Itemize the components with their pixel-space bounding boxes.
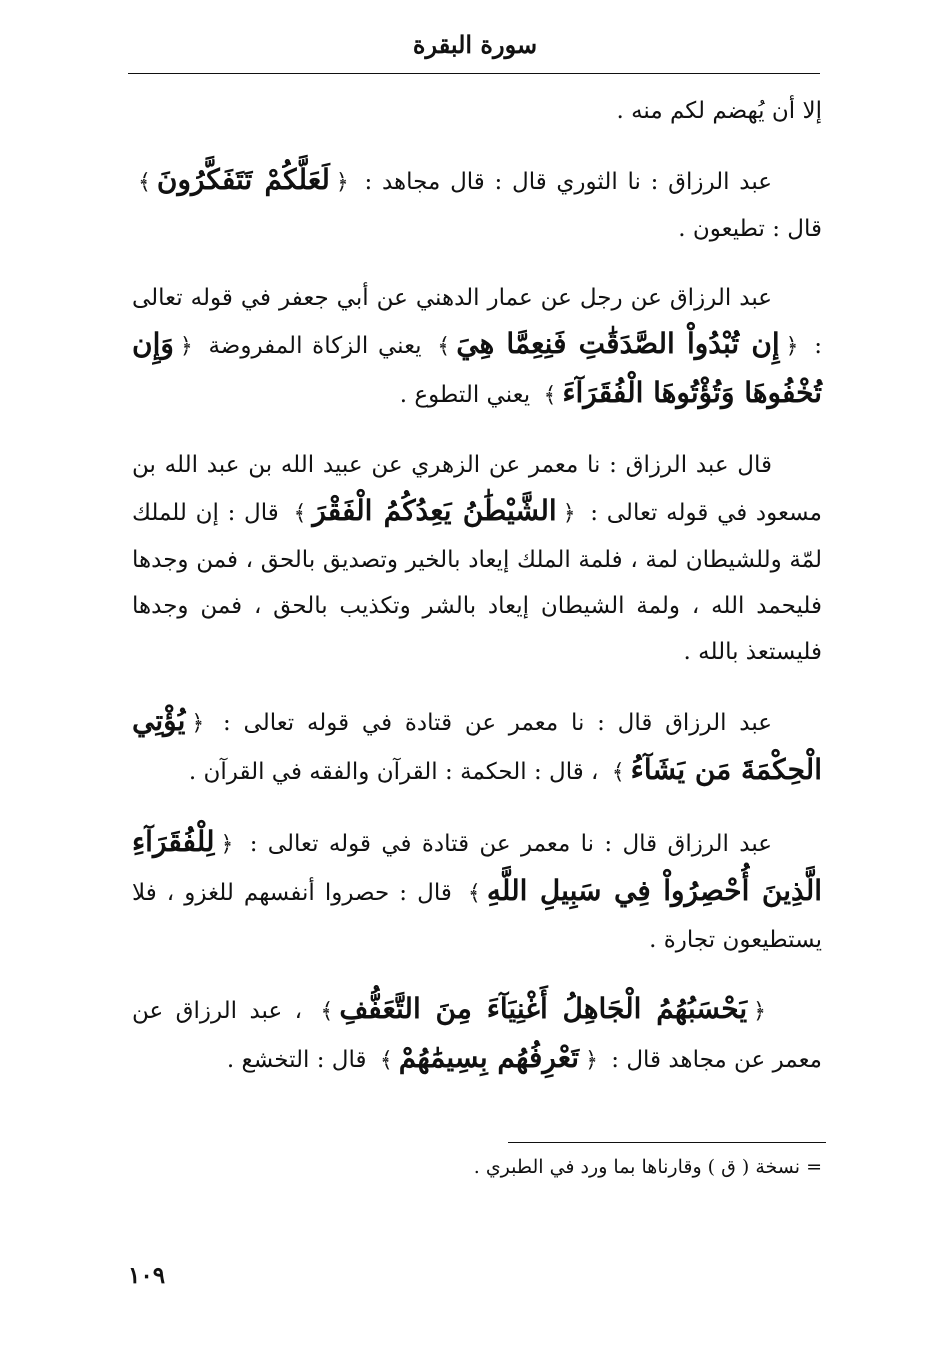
paragraph-5 bbox=[132, 698, 822, 796]
quran-verse: الشَّيْطَٰنُ يَعِدُكُمُ الْفَقْرَ bbox=[312, 494, 557, 527]
ornament-open-icon: ﴿ bbox=[335, 170, 349, 195]
text: عبد الرزاق قال : نا معمر عن قتادة في قوله تعالى : bbox=[239, 831, 772, 857]
footnote: = نسخة ( ق ) وقارناها بما ورد في الطبري . bbox=[473, 1156, 822, 1178]
paragraph-1 bbox=[132, 88, 822, 134]
ornament-open-icon: ﴿ bbox=[562, 501, 576, 526]
ornament-close-icon: ﴾ bbox=[293, 501, 307, 526]
text: قال : إن للملك لمّة وللشيطان لمة ، فلمة الملك إيعاد بالخير وتصديق بالحق ، فمن وجدها فليحمد الله ، ولمة الشيطان إيعاد بالشر وتكذيب بالحق ، فمن وجدها فليستعذ بالله . bbox=[132, 500, 822, 665]
ornament-close-icon: ﴾ bbox=[379, 1048, 393, 1073]
paragraph-4 bbox=[132, 442, 822, 675]
text: يعني التطوع . bbox=[399, 382, 531, 408]
text: قال : التخشع . bbox=[226, 1047, 367, 1073]
quran-verse: وَإِن تُخْفُوهَا وَتُؤْتُوهَا الْفُقَرَآءَ bbox=[132, 327, 822, 409]
quran-verse: يُؤْتِي الْحِكْمَةَ مَن يَشَآءُ bbox=[132, 704, 822, 786]
text: عبد الرزاق : نا الثوري قال : قال مجاهد : bbox=[354, 169, 772, 195]
ornament-close-icon: ﴾ bbox=[543, 383, 557, 408]
ornament-close-icon: ﴾ bbox=[611, 760, 625, 785]
quran-verse: لِلْفُقَرَآءِ الَّذِينَ أُحْصِرُواْ فِي سَبِيلِ اللَّهِ bbox=[132, 825, 823, 907]
ornament-open-icon: ﴿ bbox=[585, 1048, 598, 1073]
quran-verse: تَعْرِفُهُم بِسِيمَٰهُمْ bbox=[398, 1041, 580, 1074]
text: ، عبد الرزاق عن معمر عن مجاهد قال : bbox=[132, 998, 822, 1073]
quran-verse: يَحْسَبُهُمُ الْجَاهِلُ أَغْنِيَآءَ مِنَ التَّعَفُّفِ bbox=[339, 992, 748, 1025]
ornament-close-icon: ﴾ bbox=[437, 334, 451, 359]
text: عبد الرزاق عن رجل عن عمار الدهني عن أبي جعفر في قوله تعالى : bbox=[132, 285, 823, 359]
paragraph-6 bbox=[132, 819, 822, 963]
ornament-close-icon: ﴾ bbox=[138, 170, 151, 195]
ornament-open-icon: ﴿ bbox=[191, 711, 205, 736]
paragraph-2 bbox=[132, 157, 822, 252]
text: يعني الزكاة المفروضة bbox=[198, 333, 422, 359]
quran-verse: إِن تُبْدُواْ الصَّدَقَٰتِ فَنِعِمَّا هِيَ bbox=[456, 327, 780, 360]
text: قال : تطيعون . bbox=[678, 216, 822, 242]
ornament-open-icon: ﴿ bbox=[785, 334, 799, 359]
text: إلا أن يُهضم لكم منه . bbox=[616, 98, 822, 124]
text: عبد الرزاق قال : نا معمر عن قتادة في قوله تعالى : bbox=[210, 710, 772, 736]
text: ، قال : الحكمة : القرآن والفقه في القرآن . bbox=[188, 759, 599, 785]
text: قال عبد الرزاق : نا معمر عن الزهري عن عبيد الله بن عبد الله بن مسعود في قوله تعالى : bbox=[132, 452, 822, 526]
paragraph-7 bbox=[132, 986, 822, 1084]
ornament-close-icon: ﴾ bbox=[320, 999, 334, 1024]
page-body bbox=[132, 88, 822, 1107]
ornament-close-icon: ﴾ bbox=[467, 881, 481, 906]
quran-verse: لَعَلَّكُمْ تَتَفَكَّرُونَ bbox=[156, 163, 330, 196]
header-rule bbox=[128, 73, 820, 74]
text: قال : حصروا أنفسهم للغزو ، فلا يستطيعون تجارة . bbox=[132, 880, 822, 953]
ornament-open-icon: ﴿ bbox=[753, 999, 766, 1024]
ornament-open-icon: ﴿ bbox=[179, 334, 193, 359]
footnote-rule bbox=[508, 1142, 826, 1143]
ornament-open-icon: ﴿ bbox=[220, 832, 234, 857]
running-head: سورة البقرة bbox=[412, 30, 538, 59]
paragraph-3 bbox=[132, 275, 822, 419]
page-number: ١٠٩ bbox=[128, 1262, 166, 1289]
